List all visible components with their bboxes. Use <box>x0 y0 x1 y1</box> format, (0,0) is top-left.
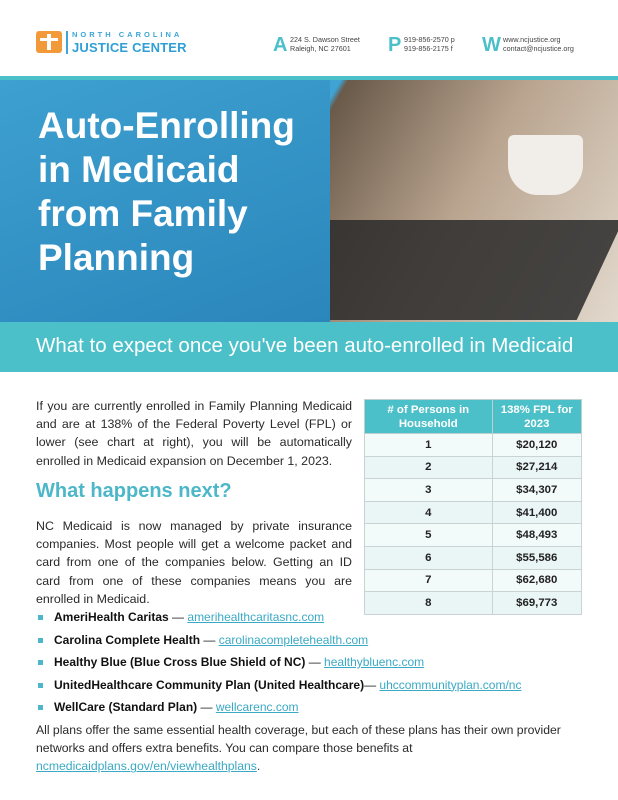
household-size: 7 <box>365 569 493 592</box>
web-label: W <box>482 34 501 56</box>
plan-name: AmeriHealth Caritas <box>54 610 169 624</box>
fpl-amount: $34,307 <box>492 479 581 502</box>
separator: — <box>197 700 216 714</box>
plan-item <box>36 610 521 633</box>
separator: — <box>200 632 219 647</box>
phone-label: P <box>388 34 402 56</box>
fpl-amount: $69,773 <box>492 592 581 615</box>
next-text: NC Medicaid is now managed by private insurance companies. Most people will get a welcome packet and card from one of the companies below. Getting an ID card from one of these companies means you are enrolled in Medicaid. <box>36 519 352 606</box>
fpl-amount: $55,586 <box>492 546 581 569</box>
plan-name: Carolina Complete Health <box>54 632 201 647</box>
plan-list <box>36 610 521 723</box>
next-heading: What happens next? <box>36 480 232 502</box>
plan-name: Healthy Blue (Blue Cross Blue Shield of NC) <box>54 655 306 669</box>
address: 224 S. Dawson Street Raleigh, NC 27601 <box>290 35 360 53</box>
logo-line2: JUSTICE CENTER <box>72 40 187 55</box>
web-contact: www.ncjustice.org contact@ncjustice.org <box>503 35 574 53</box>
household-size: 3 <box>365 479 493 502</box>
separator: — <box>168 610 188 624</box>
subtitle: What to expect once you've been auto-enrolled in Medicaid <box>36 334 574 357</box>
household-size: 4 <box>365 501 493 524</box>
plan-link[interactable]: amerihealthcaritasnc.com <box>187 610 325 624</box>
closing-text: All plans offer the same essential health coverage, but each of these plans has their own provider networks and offers extra benefits. You can compare those benefits at ncmedicaidplans.gov/en/viewhealthplans. <box>36 723 561 774</box>
plan-link[interactable]: uhccommunityplan.com/nc <box>379 677 522 692</box>
table-row <box>365 456 582 479</box>
plan-item <box>36 655 521 678</box>
col-header: 138% FPL for 2023 <box>492 400 581 434</box>
fpl-amount: $41,400 <box>492 501 581 524</box>
table-row <box>365 569 582 592</box>
plan-link[interactable]: carolinacompletehealth.com <box>218 632 369 647</box>
household-size: 6 <box>365 546 493 569</box>
plan-item <box>36 633 521 656</box>
plan-item <box>36 700 521 723</box>
plan-name: UnitedHealthcare Community Plan (United Healthcare) <box>54 677 365 692</box>
fpl-amount: $48,493 <box>492 524 581 547</box>
household-size: 2 <box>365 456 493 479</box>
household-size: 8 <box>365 592 493 615</box>
compare-plans-link[interactable]: ncmedicaidplans.gov/en/viewhealthplans <box>36 759 257 774</box>
household-size: 5 <box>365 524 493 547</box>
fpl-amount: $27,214 <box>492 456 581 479</box>
plan-item <box>36 678 521 701</box>
separator: — <box>305 655 325 669</box>
household-size: 1 <box>365 434 493 457</box>
logo-icon <box>36 31 62 53</box>
logo-line1: NORTH CAROLINA <box>72 30 183 39</box>
table-row <box>365 524 582 547</box>
separator: — <box>364 677 380 692</box>
intro-text: If you are currently enrolled in Family Planning Medicaid and are at 138% of the Federal Poverty Level (FPL) or lower (see chart at right), you will be automatically enrolled in Medicaid expansion on December 1, 2023. <box>36 399 352 468</box>
col-header: # of Persons in Household <box>365 400 493 434</box>
address-label: A <box>273 34 288 56</box>
fpl-table <box>364 399 582 615</box>
phone: 919-856-2570 p 919-856-2175 f <box>404 35 455 53</box>
plan-link[interactable]: healthybluenc.com <box>324 655 425 669</box>
table-row <box>365 501 582 524</box>
fpl-amount: $20,120 <box>492 434 581 457</box>
table-row <box>365 546 582 569</box>
table-row <box>365 434 582 457</box>
subtitle-band <box>0 322 618 372</box>
table-row <box>365 479 582 502</box>
coffee-cup-image <box>508 135 583 195</box>
logo-divider <box>66 31 68 54</box>
plan-name: WellCare (Standard Plan) <box>54 700 198 714</box>
plan-link[interactable]: wellcarenc.com <box>215 700 299 714</box>
page-title: Auto-Enrolling in Medicaid from Family Planning <box>38 105 295 278</box>
fpl-amount: $62,680 <box>492 569 581 592</box>
